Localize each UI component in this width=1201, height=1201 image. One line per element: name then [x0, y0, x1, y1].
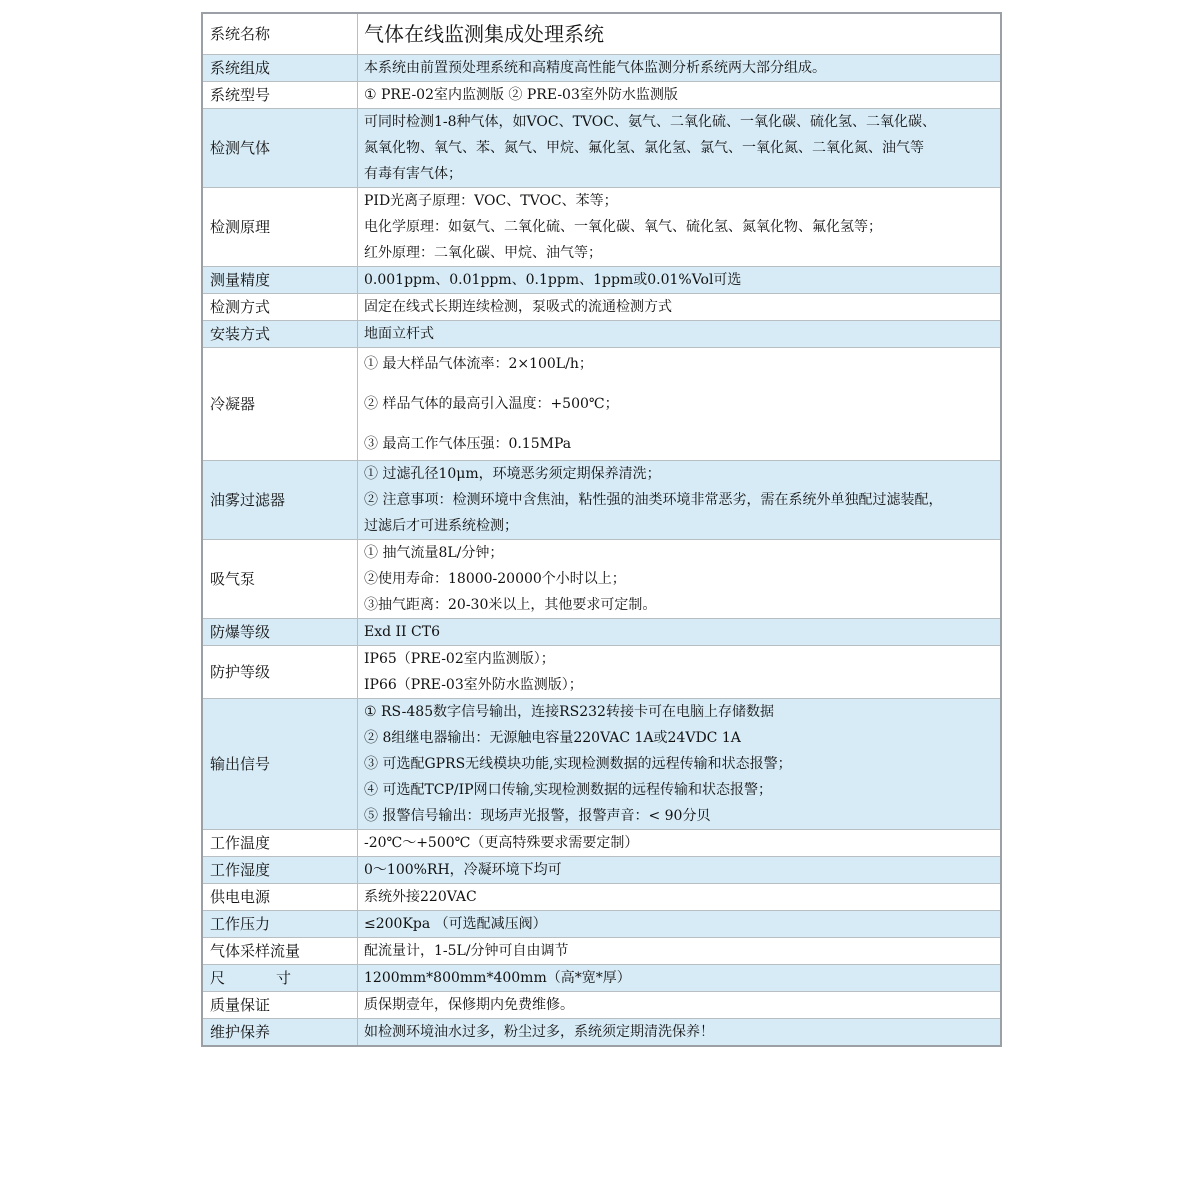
table-row — [202, 109, 1001, 188]
row-value — [358, 965, 1002, 992]
row-label: 系统名称 — [202, 13, 358, 55]
value-line: ① 抽气流量8L/分钟； — [364, 545, 504, 561]
row-label: 供电电源 — [202, 884, 358, 911]
value-line: ② 注意事项：检测环境中含焦油，粘性强的油类环境非常恶劣，需在系统外单独配过滤装配， — [364, 492, 943, 508]
table-row — [202, 461, 1001, 540]
row-value — [358, 1019, 1002, 1047]
table-row — [202, 82, 1001, 109]
row-value — [358, 540, 1002, 619]
row-label: 防护等级 — [202, 646, 358, 699]
row-value — [358, 884, 1002, 911]
row-value — [358, 13, 1002, 55]
value-line: ① PRE-02室内监测版 ② PRE-03室外防水监测版 — [364, 87, 678, 103]
value-line: ② 8组继电器输出：无源触电容量220VAC 1A或24VDC 1A — [364, 730, 741, 746]
spec-table-body — [202, 13, 1001, 1046]
table-row — [202, 321, 1001, 348]
row-label: 防爆等级 — [202, 619, 358, 646]
table-row — [202, 348, 1001, 461]
row-value — [358, 938, 1002, 965]
spec-table — [201, 12, 1002, 1047]
row-label: 气体采样流量 — [202, 938, 358, 965]
row-value — [358, 992, 1002, 1019]
table-row — [202, 267, 1001, 294]
table-row — [202, 1019, 1001, 1047]
value-line: 地面立杆式 — [364, 326, 434, 342]
row-label: 输出信号 — [202, 699, 358, 830]
value-line: ④ 可选配TCP/IP网口传输,实现检测数据的远程传输和状态报警； — [364, 782, 773, 798]
table-row — [202, 540, 1001, 619]
table-row — [202, 911, 1001, 938]
row-label: 吸气泵 — [202, 540, 358, 619]
row-label: 系统组成 — [202, 55, 358, 82]
table-row — [202, 965, 1001, 992]
row-label: 检测原理 — [202, 188, 358, 267]
value-line: ③抽气距离：20-30米以上，其他要求可定制。 — [364, 597, 657, 613]
value-line: 质保期壹年，保修期内免费维修。 — [364, 997, 574, 1013]
table-row — [202, 938, 1001, 965]
row-value — [358, 348, 1002, 461]
table-row — [202, 857, 1001, 884]
value-line: ③ 最高工作气体压强：0.15MPa — [364, 436, 572, 452]
value-line: 如检测环境油水过多，粉尘过多，系统须定期清洗保养！ — [364, 1024, 714, 1040]
value-line: 系统外接220VAC — [364, 889, 477, 905]
value-line: ① RS-485数字信号输出，连接RS232转接卡可在电脑上存储数据 — [364, 704, 774, 720]
value-line: ≤200Kpa （可选配减压阀） — [364, 916, 547, 932]
row-value — [358, 188, 1002, 267]
row-label: 测量精度 — [202, 267, 358, 294]
value-line: 1200mm*800mm*400mm（高*宽*厚） — [364, 970, 631, 986]
row-label: 油雾过滤器 — [202, 461, 358, 540]
row-label: 工作压力 — [202, 911, 358, 938]
row-value — [358, 82, 1002, 109]
table-row — [202, 646, 1001, 699]
value-line: ②使用寿命：18000-20000个小时以上； — [364, 571, 626, 587]
value-line: IP66（PRE-03室外防水监测版）； — [364, 677, 583, 693]
table-row — [202, 992, 1001, 1019]
value-line: ② 样品气体的最高引入温度：+500℃； — [364, 396, 619, 412]
value-line: 0～100%RH，冷凝环境下均可 — [364, 862, 562, 878]
row-label: 冷凝器 — [202, 348, 358, 461]
value-line: Exd II CT6 — [364, 624, 440, 640]
value-line: 红外原理：二氧化碳、甲烷、油气等； — [364, 245, 602, 261]
table-row — [202, 619, 1001, 646]
row-value — [358, 294, 1002, 321]
row-value — [358, 857, 1002, 884]
value-line: PID光离子原理：VOC、TVOC、苯等； — [364, 193, 618, 209]
row-label: 检测气体 — [202, 109, 358, 188]
value-line: 电化学原理：如氨气、二氧化硫、一氧化碳、氧气、硫化氢、氮氧化物、氟化氢等； — [364, 219, 882, 235]
table-row — [202, 13, 1001, 55]
table-row — [202, 830, 1001, 857]
row-label: 工作温度 — [202, 830, 358, 857]
row-value — [358, 55, 1002, 82]
row-label: 尺 寸 — [202, 965, 358, 992]
table-row — [202, 55, 1001, 82]
row-value — [358, 267, 1002, 294]
row-value — [358, 699, 1002, 830]
value-line: ⑤ 报警信号输出：现场声光报警，报警声音：< 90分贝 — [364, 808, 711, 824]
value-line: -20℃～+500℃（更高特殊要求需要定制） — [364, 835, 639, 851]
value-line: ① 最大样品气体流率：2×100L/h； — [364, 356, 593, 372]
value-line: 过滤后才可进系统检测； — [364, 518, 518, 534]
value-line: 氮氧化物、氧气、苯、氮气、甲烷、氟化氢、氯化氢、氯气、一氧化氮、二氧化氮、油气等 — [364, 140, 924, 156]
value-line: 配流量计，1-5L/分钟可自由调节 — [364, 943, 569, 959]
value-line: 0.001ppm、0.01ppm、0.1ppm、1ppm或0.01%Vol可选 — [364, 272, 742, 288]
table-row — [202, 699, 1001, 830]
value-line: 可同时检测1-8种气体，如VOC、TVOC、氨气、二氧化硫、一氧化碳、硫化氢、二氧化碳、 — [364, 114, 936, 130]
row-value — [358, 830, 1002, 857]
row-value — [358, 911, 1002, 938]
row-label: 质量保证 — [202, 992, 358, 1019]
row-value — [358, 321, 1002, 348]
row-label: 安装方式 — [202, 321, 358, 348]
table-row — [202, 294, 1001, 321]
table-row — [202, 188, 1001, 267]
value-line: 固定在线式长期连续检测，泵吸式的流通检测方式 — [364, 299, 672, 315]
row-label: 工作湿度 — [202, 857, 358, 884]
value-line: ① 过滤孔径10μm，环境恶劣须定期保养清洗； — [364, 466, 661, 482]
value-line: IP65（PRE-02室内监测版）； — [364, 651, 555, 667]
value-line: 本系统由前置预处理系统和高精度高性能气体监测分析系统两大部分组成。 — [364, 60, 826, 76]
table-row — [202, 884, 1001, 911]
row-label: 维护保养 — [202, 1019, 358, 1047]
row-value — [358, 619, 1002, 646]
row-label: 检测方式 — [202, 294, 358, 321]
value-line: 气体在线监测集成处理系统 — [364, 22, 604, 46]
value-line: 有毒有害气体； — [364, 166, 462, 182]
value-line: ③ 可选配GPRS无线模块功能,实现检测数据的远程传输和状态报警； — [364, 756, 792, 772]
row-value — [358, 109, 1002, 188]
row-value — [358, 461, 1002, 540]
row-value — [358, 646, 1002, 699]
row-label: 系统型号 — [202, 82, 358, 109]
